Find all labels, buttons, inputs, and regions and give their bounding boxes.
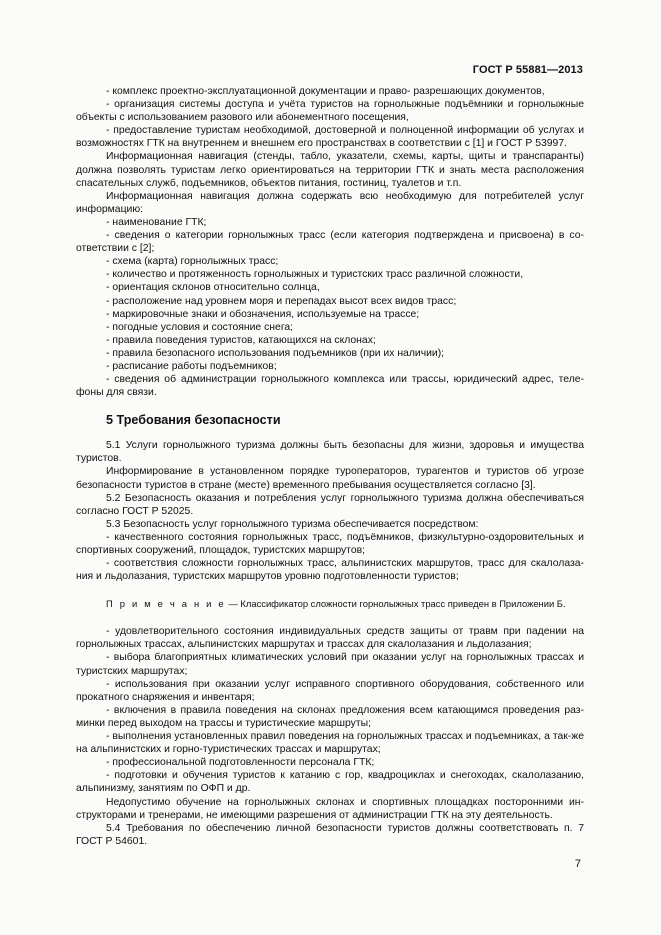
paragraph: Информирование в установленном порядке туроператоров, турагентов и туристов об угрозе безопасности туристов в стране (месте) временного пребывания осуществляется согласно [3]. xyxy=(76,466,584,491)
paragraph: - включения в правила поведения на склонах предложения всем катающимся проведения раз-минки перед выходом на трассы и туристические маршруты; xyxy=(76,704,584,729)
paragraph: - правила поведения туристов, катающихся на склонах; xyxy=(106,334,376,346)
paragraph: Информационная навигация должна содержать всю необходимую для потребителей услуг информацию: xyxy=(76,190,584,215)
paragraph: Информационная навигация (стенды, табло, указатели, схемы, карты, щиты и транспаранты) должна позволять туристам легко ориентироваться на территории ГТК и знать места расположения спасательных служб, подъемников, объектов питания, гостиниц, туалетов и т.п. xyxy=(76,151,584,189)
paragraph: - выбора благоприятных климатических условий при оказании услуг на горнолыжных трассах и туристских маршрутах; xyxy=(76,652,584,677)
paragraph: - качественного состояния горнолыжных трасс, подъёмников, физкультурно-оздоровительных и спортивных сооружений, площадок, туристских маршрутов; xyxy=(76,531,584,556)
paragraph: 5.3 Безопасность услуг горнолыжного туризма обеспечивается посредством: xyxy=(106,518,479,530)
paragraph: - наименование ГТК; xyxy=(106,216,207,228)
paragraph: - расположение над уровнем моря и перепадах высот всех видов трасс; xyxy=(106,295,457,307)
page-body xyxy=(76,85,584,848)
paragraph: - использования при оказании услуг исправного спортивного оборудования, собственного или прокатного снаряжения и инвентаря; xyxy=(76,678,584,703)
paragraph: - подготовки и обучения туристов к катанию с гор, квадроциклах и снегоходах, скалолазанию, альпинизму, занятиям по ОФП и др. xyxy=(76,770,584,795)
paragraph: - правила безопасного использования подъемников (при их наличии); xyxy=(106,347,445,359)
note-label: П р и м е ч а н и е xyxy=(106,598,226,610)
paragraph: - профессиональной подготовленности персонала ГТК; xyxy=(106,757,375,769)
paragraph: 5.4 Требования по обеспечению личной безопасности туристов должны соответствовать п. 7 ГОСТ Р 54601. xyxy=(76,822,584,847)
paragraph: - комплекс проектно-эксплуатационной документации и право- разрешающих документов, xyxy=(106,86,545,97)
paragraph: 5.1 Услуги горнолыжного туризма должны быть безопасны для жизни, здоровья и имущества туристов. xyxy=(76,440,584,465)
paragraph: Недопустимо обучение на горнолыжных склонах и спортивных площадках посторонними ин-структорами и тренерами, не имеющими разрешения от администрации ГТК на эту деятельность. xyxy=(76,796,584,821)
paragraph: - сведения об администрации горнолыжного комплекса или трассы, юридический адрес, теле-фоны для связи. xyxy=(76,374,584,399)
paragraph: - расписание работы подъемников; xyxy=(106,360,277,372)
paragraph: - погодные условия и состояние снега; xyxy=(106,321,294,333)
paragraph: - количество и протяженность горнолыжных и туристских трасс различной сложности, xyxy=(106,269,524,281)
paragraph: 5.2 Безопасность оказания и потребления услуг горнолыжного туризма должна обеспечиваться согласно ГОСТ Р 52025. xyxy=(76,492,584,517)
paragraph: - маркировочные знаки и обозначения, используемые на трассе; xyxy=(106,308,420,320)
note-text: — Классификатор сложности горнолыжных трасс приведен в Приложении Б. xyxy=(228,598,566,610)
page-number: 7 xyxy=(574,858,581,870)
note xyxy=(76,598,584,610)
document-code: ГОСТ Р 55881—2013 xyxy=(472,64,583,76)
section-title: 5 Требования безопасности xyxy=(106,413,281,428)
navigation-requirements xyxy=(76,85,584,399)
paragraph: - ориентация склонов относительно солнца, xyxy=(106,282,320,294)
safety-requirements xyxy=(76,439,584,583)
paragraph: - организация системы доступа и учёта туристов на горнолыжные подъёмники и горнолыжные объекты с использованием разового или абонементного посещения, xyxy=(76,99,584,124)
safety-measures xyxy=(76,625,584,848)
paragraph: - сведения о категории горнолыжных трасс (если категория подтверждена и присвоена) в со-ответствии с [2]; xyxy=(76,230,584,255)
paragraph: - выполнения установленных правил поведения на горнолыжных трассах и подъемниках, а так-же на альпинистских и горно-туристических трассах и маршрутах; xyxy=(76,731,584,756)
paragraph: - удовлетворительного состояния индивидуальных средств защиты от травм при падении на горнолыжных трассах, альпинистских маршрутах и трассах для скалолазания и льдолазания; xyxy=(76,626,584,651)
paragraph: - соответствия сложности горнолыжных трасс, альпинистских маршрутов, трасс для скалолаза-ния и льдолазания, туристских маршрутов уровню подготовленности туристов; xyxy=(76,558,584,583)
paragraph: - предоставление туристам необходимой, достоверной и полноценной информации об услугах и возможностях ГТК на внутреннем и внешнем его пространствах в соответствии с [1] и ГОСТ Р 53997. xyxy=(76,125,584,150)
paragraph: - схема (карта) горнолыжных трасс; xyxy=(106,256,279,268)
